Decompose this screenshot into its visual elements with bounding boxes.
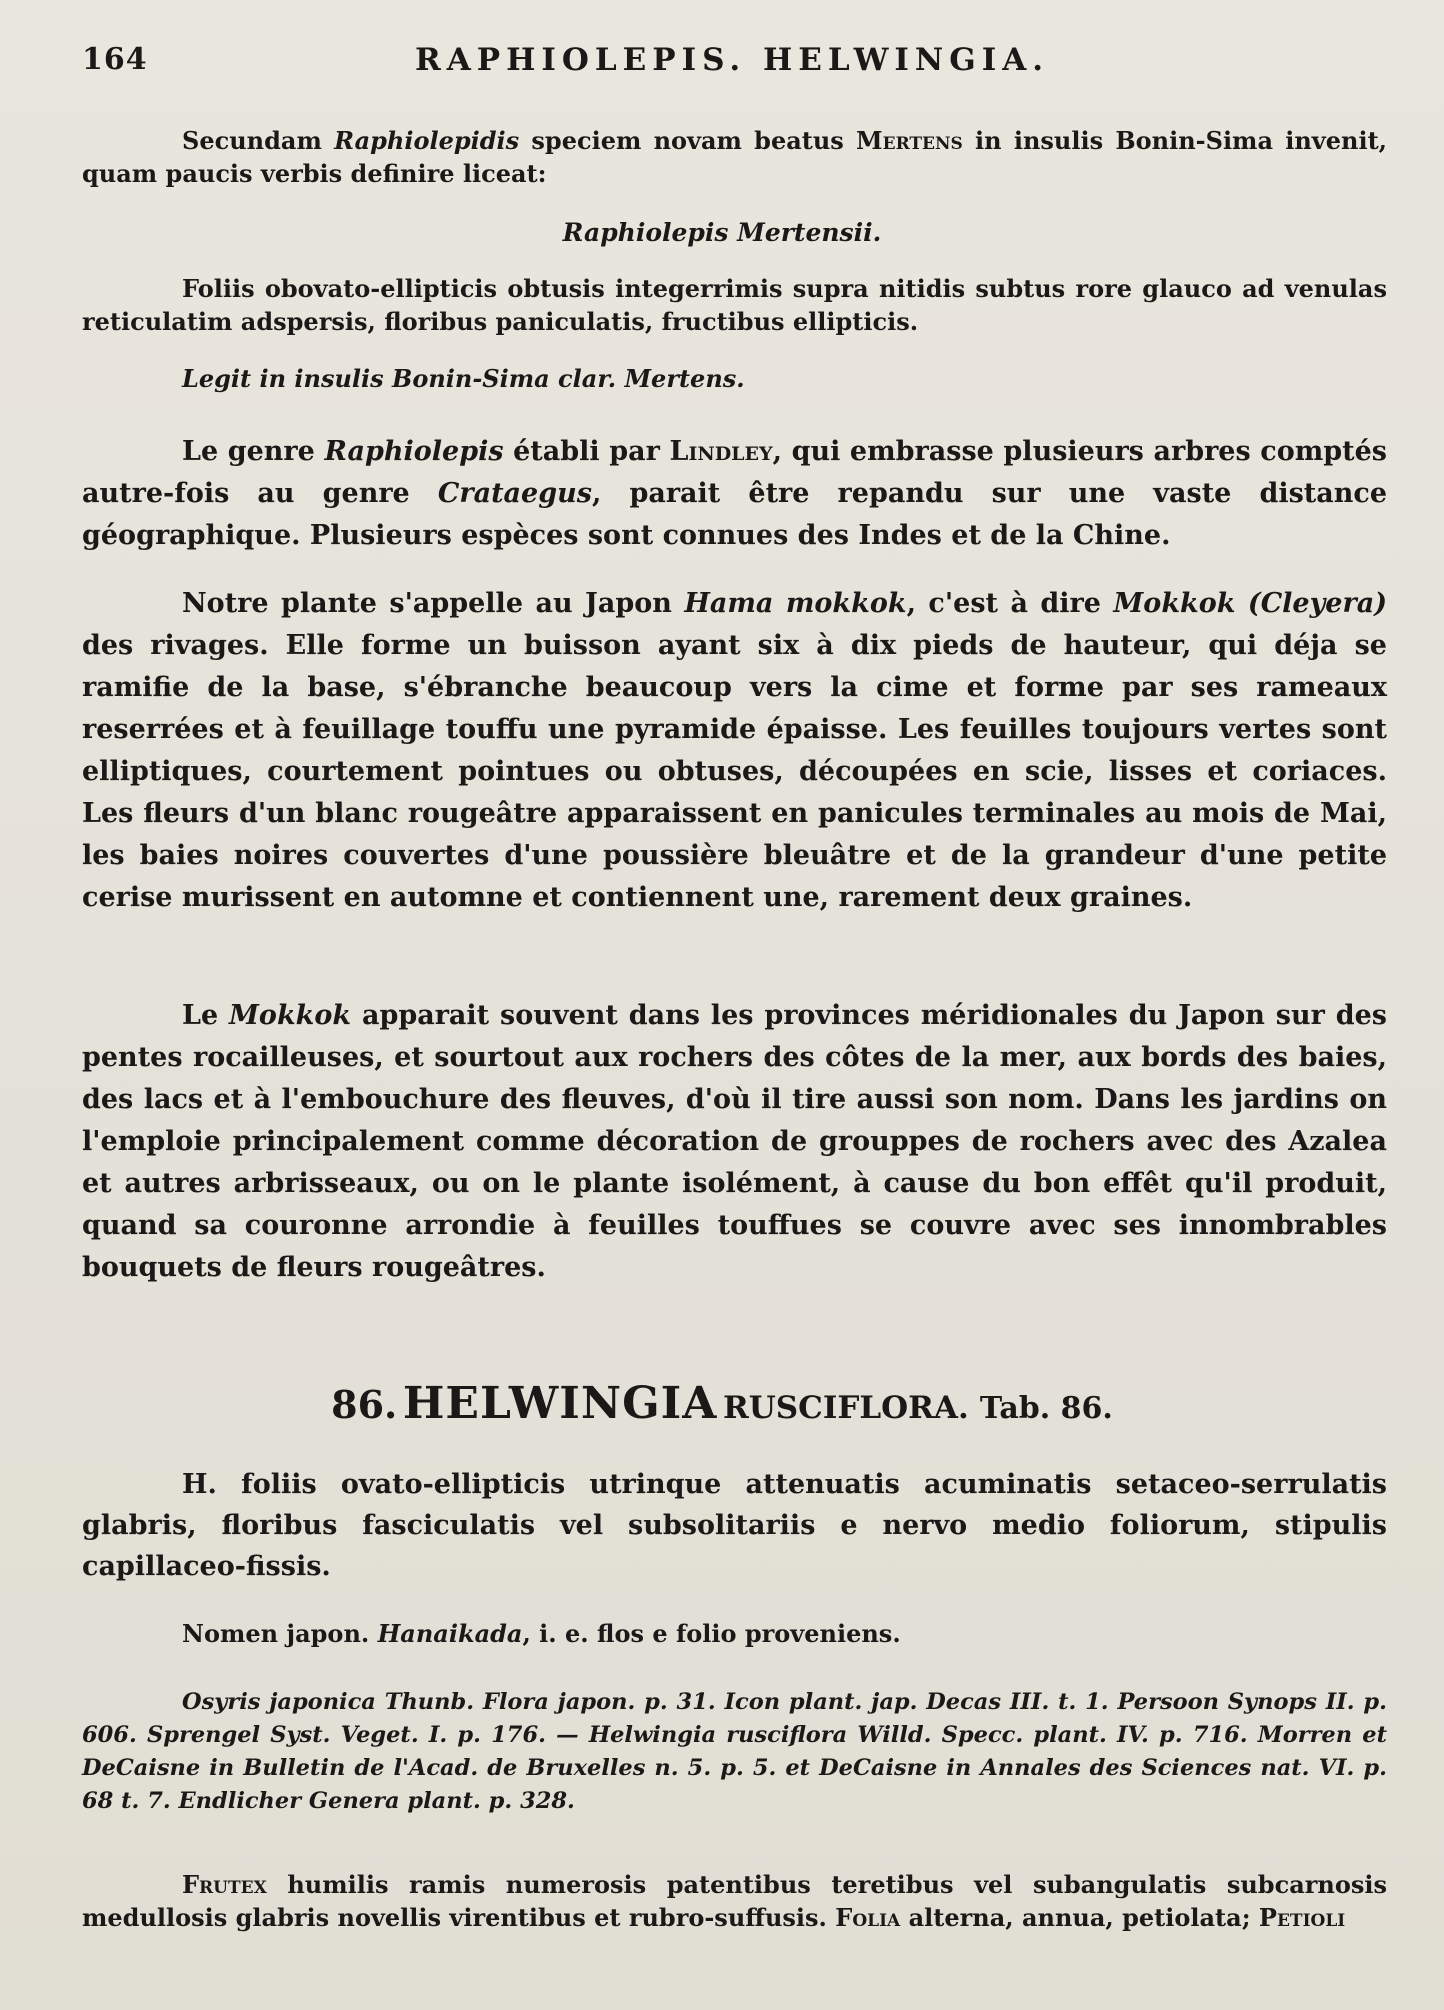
nomen-text-2: , i. e. flos e folio proveniens. bbox=[522, 1619, 901, 1648]
synonymy: Osyris japonica Thunb. Flora japon. p. 31. Icon plant. jap. Decas III. t. 1. Persoon Synops II. p. 606. Sprengel Syst. Veget. I. p. 176. — Helwingia rusciflora Willd. Specc. plant. IV. p. 716. Morren et DeCaisne in Bulletin de l'Acad. de Bruxelles n. 5. p. 5. et DeCaisne in Annales des Sciences nat. VI. p. 68 t. 7. Endlicher Genera plant. p. 328. bbox=[82, 1689, 1387, 1814]
running-title: RAPHIOLEPIS. HELWINGIA. bbox=[414, 42, 1050, 78]
page-number: 164 bbox=[82, 42, 148, 77]
helwingia-description bbox=[82, 1868, 1387, 1934]
intro-text-1: Secundam bbox=[182, 126, 335, 155]
heading-number: 86. bbox=[331, 1382, 398, 1427]
mokkok-name: Mokkok bbox=[229, 1000, 352, 1031]
collector-note: Legit in insulis Bonin-Sima clar. Mertens. bbox=[182, 364, 745, 393]
nomen-text-1: Nomen japon. bbox=[182, 1619, 378, 1648]
nomen-name: Hanaikada bbox=[377, 1619, 523, 1648]
page-header bbox=[82, 40, 1382, 80]
heading-tab: Tab. 86. bbox=[979, 1391, 1113, 1426]
helwingia-heading bbox=[0, 1378, 1444, 1429]
mokkok-text-1: Le bbox=[182, 1000, 230, 1031]
intro-text-3: in insulis Bonin-Sima invenit, quam paucis verbis definire liceat: bbox=[82, 126, 1388, 188]
plant-text-3: des rivages. Elle forme un buisson ayant six à dix pieds de hauteur, qui déja se ramifie de la base, s'ébranche beaucoup vers la cime et forme par ses rameaux reserrées et à feuillage touffu une pyramide épaisse. Les feuilles toujours vertes sont elliptiques, courtement pointues ou obtuses, découpées en scie, lisses et coriaces. Les fleurs d'un blanc rougeâtre apparaissent en panicules terminales au mois de Mai, les baies noires couvertes d'une poussière bleuâtre et de la grandeur d'une petite cerise murissent en automne et contiennent une, rarement deux graines. bbox=[82, 630, 1387, 913]
genre-text-1: Le genre bbox=[182, 436, 325, 467]
desc-frutex: Frutex bbox=[182, 1870, 267, 1899]
heading-genus: HELWINGIA bbox=[402, 1378, 718, 1429]
genre-crataegus: Crataegus bbox=[437, 478, 592, 509]
genre-author: Lindley bbox=[669, 436, 773, 467]
mokkok-text-2: apparait souvent dans les provinces méridionales du Japon sur des pentes rocailleuses, et sourtout aux rochers des côtes de la mer, aux bords des baies, des lacs et à l'embouchure des fleuves, d'où il tire aussi son nom. Dans les jardins on l'emploie principalement comme décoration de grouppes de rochers avec des Azalea et autres arbrisseaux, ou on le plante isolément, à cause du bon effêt qu'il produit, quand sa couronne arrondie à feuilles touffues se couvre avec ses innombrables bouquets de fleurs rougeâtres. bbox=[82, 1000, 1387, 1283]
plant-text-1: Notre plante s'appelle au Japon bbox=[182, 588, 685, 619]
desc-text-2: alterna, annua, petiolata; bbox=[900, 1903, 1259, 1932]
plant-paragraph bbox=[82, 583, 1387, 919]
intro-discoverer: Mertens bbox=[856, 126, 963, 155]
mokkok-paragraph bbox=[82, 995, 1387, 1289]
genre-text-2: établi par bbox=[503, 436, 670, 467]
genre-text-4: , parait être repandu sur une vaste distance géographique. Plusieurs espèces sont connues des Indes et de la Chine. bbox=[82, 478, 1388, 551]
genre-genus: Raphiolepis bbox=[324, 436, 504, 467]
desc-petioli: Petioli bbox=[1258, 1903, 1346, 1932]
plant-mokkok-cleyera: Mokkok (Cleyera) bbox=[1113, 588, 1387, 619]
intro-text-2: speciem novam beatus bbox=[519, 126, 857, 155]
plant-japanese-name: Hama mokkok bbox=[684, 588, 907, 619]
desc-text-1: humilis ramis numerosis patentibus teretibus vel subangulatis subcarnosis medullosis glabris novellis virentibus et rubro-suffusis. bbox=[82, 1870, 1387, 1932]
raphiolepis-diagnosis: Foliis obovato-ellipticis obtusis integerrimis supra nitidis subtus rore glauco ad venulas reticulatim adspersis, floribus paniculatis, fructibus ellipticis. bbox=[82, 274, 1387, 336]
intro-genus: Raphiolepidis bbox=[334, 126, 520, 155]
heading-species: RUSCIFLORA. bbox=[722, 1390, 969, 1426]
desc-folia: Folia bbox=[835, 1903, 901, 1932]
nomen-line bbox=[82, 1617, 1387, 1650]
raphiolepis-intro bbox=[82, 124, 1387, 190]
genre-paragraph bbox=[82, 431, 1387, 557]
helwingia-diagnosis: H. foliis ovato-ellipticis utrinque attenuatis acuminatis setaceo-serrulatis glabris, floribus fasciculatis vel subsolitariis e nervo medio foliorum, stipulis capillaceo-fissis. bbox=[82, 1469, 1387, 1582]
species-title: Raphiolepis Mertensii. bbox=[562, 218, 882, 247]
plant-text-2: , c'est à dire bbox=[906, 588, 1114, 619]
genre-text-3: , qui embrasse plusieurs arbres comptés autre-fois au genre bbox=[82, 436, 1388, 509]
